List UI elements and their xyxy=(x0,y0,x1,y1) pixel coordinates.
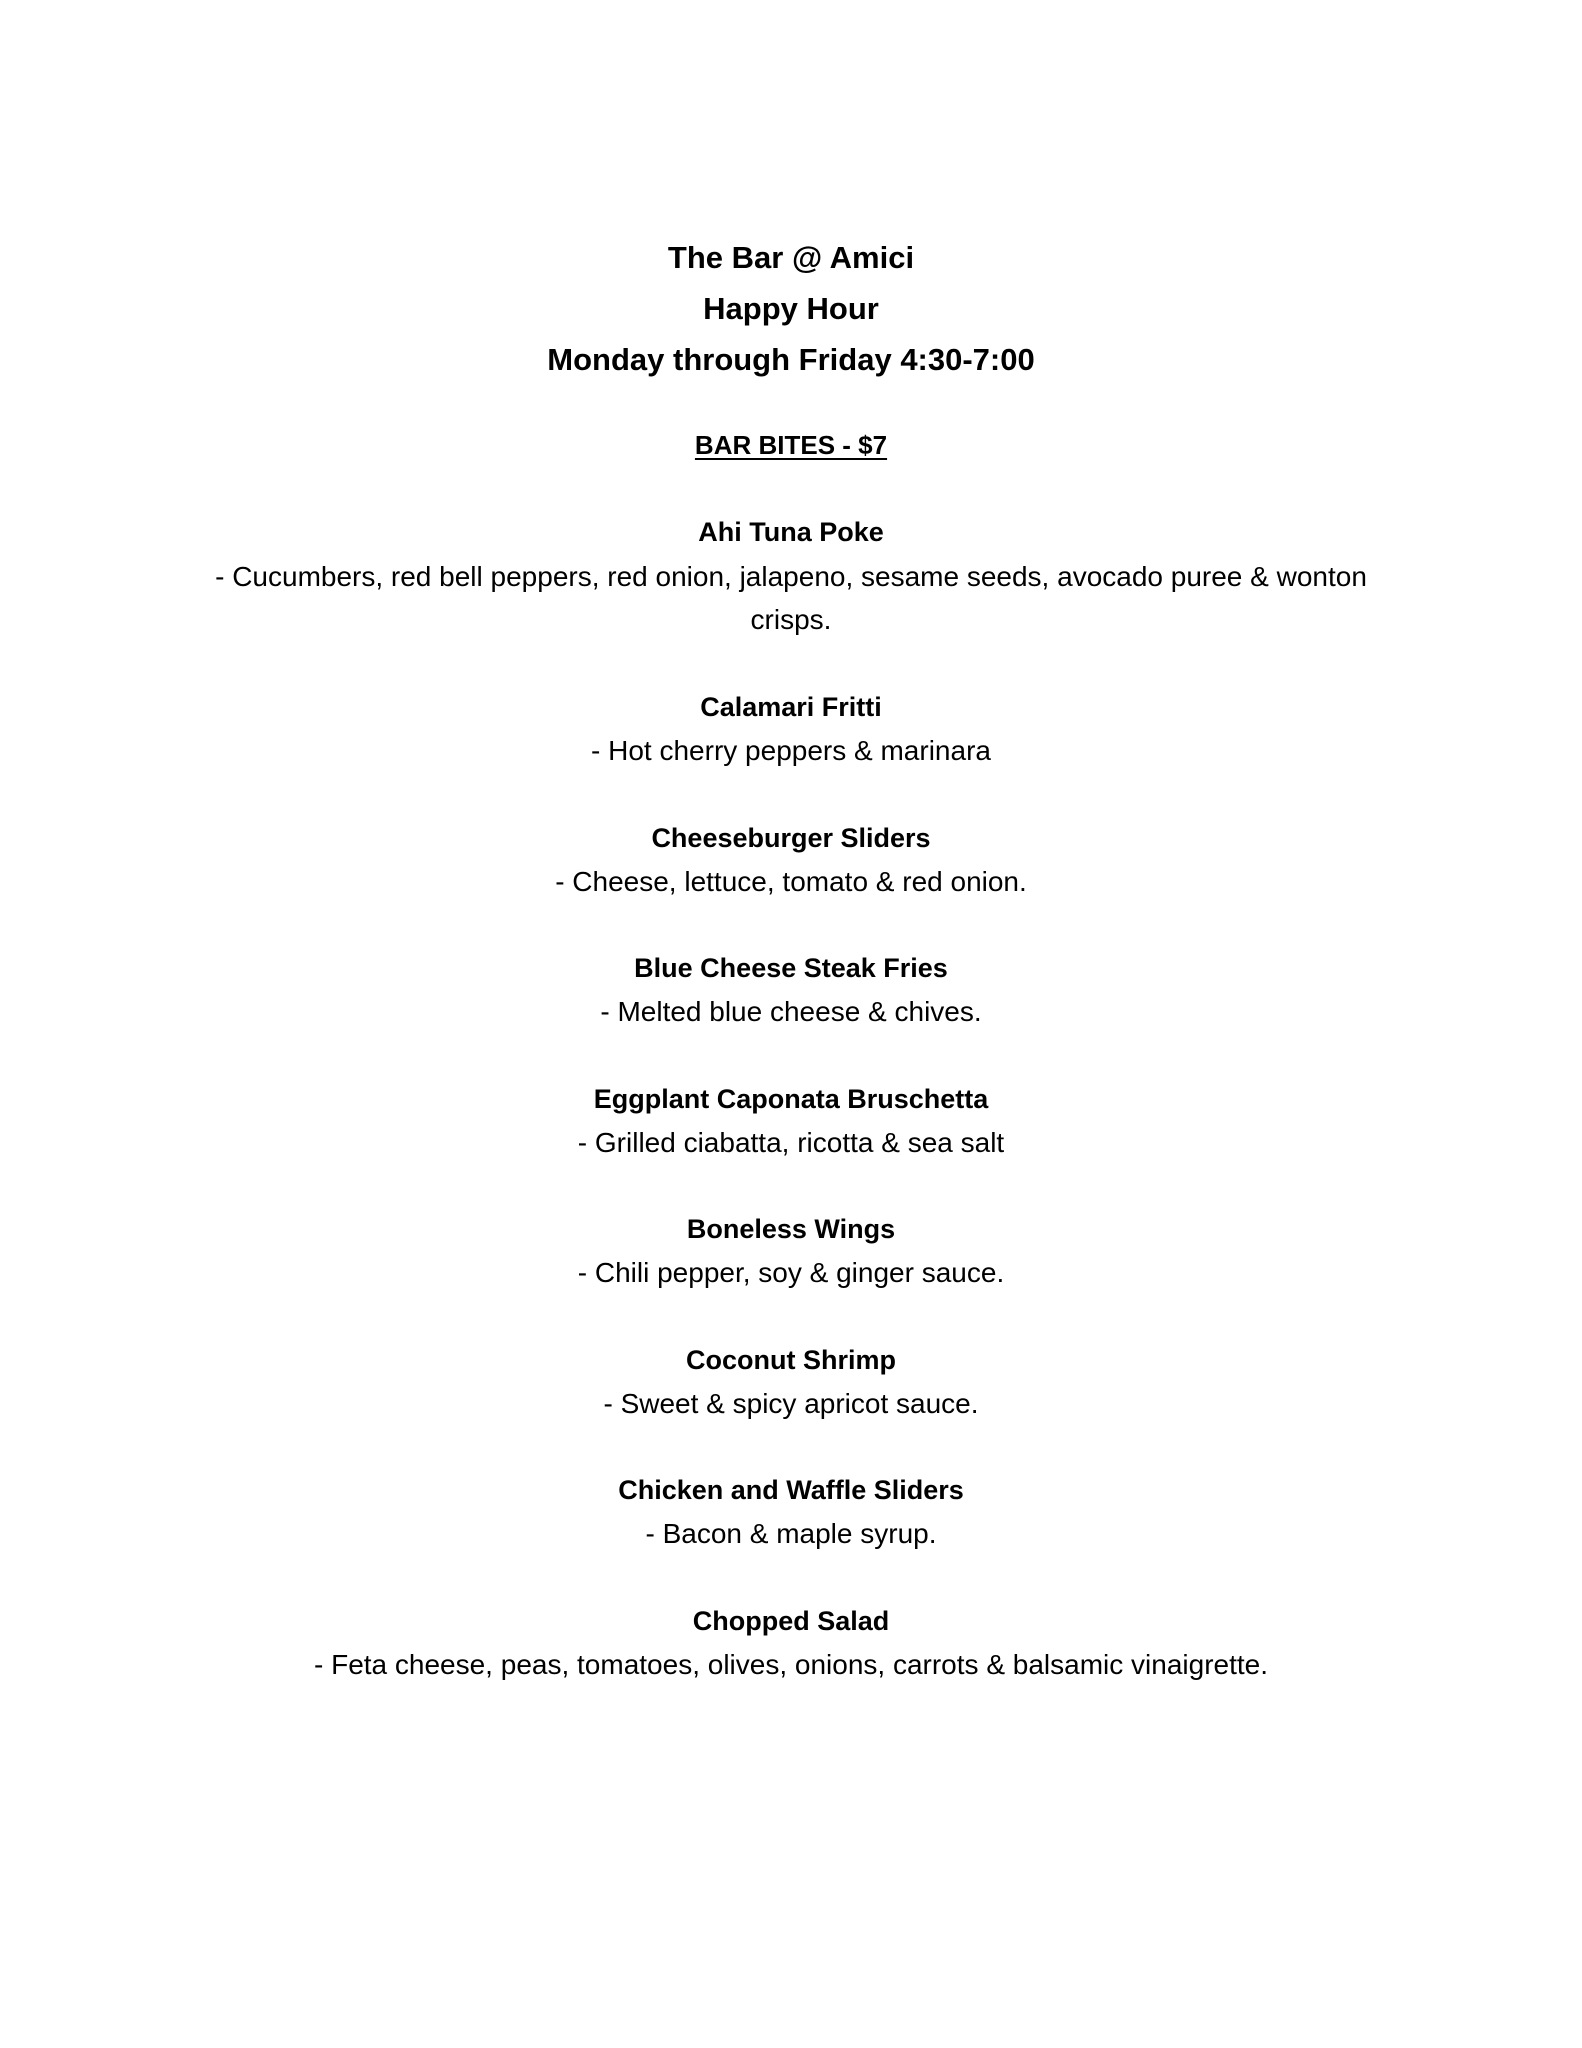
menu-item-description: - Hot cherry peppers & marinara xyxy=(591,735,991,766)
menu-item-description: - Cheese, lettuce, tomato & red onion. xyxy=(555,866,1027,897)
menu-item-name: Chopped Salad xyxy=(692,1606,890,1636)
menu-item-name: Blue Cheese Steak Fries xyxy=(634,953,948,983)
menu-item-name: Chicken and Waffle Sliders xyxy=(618,1475,964,1505)
menu-item-description: - Chili pepper, soy & ginger sauce. xyxy=(577,1257,1005,1288)
section-heading: BAR BITES - $7 xyxy=(694,430,888,460)
menu-item-description: - Melted blue cheese & chives. xyxy=(600,996,982,1027)
menu-item-description: - Sweet & spicy apricot sauce. xyxy=(603,1388,979,1419)
event-title: Happy Hour xyxy=(703,291,879,326)
menu-item-name: Calamari Fritti xyxy=(700,692,882,722)
menu-item-description: - Bacon & maple syrup. xyxy=(645,1518,937,1549)
menu-item-description: - Cucumbers, red bell peppers, red onion, jalapeno, sesame seeds, avocado puree & wonton crisps. xyxy=(215,561,1367,635)
schedule-title: Monday through Friday 4:30-7:00 xyxy=(547,342,1035,377)
menu-item-description: - Grilled ciabatta, ricotta & sea salt xyxy=(577,1127,1005,1158)
menu-item-name: Boneless Wings xyxy=(686,1214,896,1244)
venue-title: The Bar @ Amici xyxy=(667,240,915,275)
menu-item-name: Coconut Shrimp xyxy=(686,1345,896,1375)
menu-item-name: Eggplant Caponata Bruschetta xyxy=(593,1084,989,1114)
menu-item-description: - Feta cheese, peas, tomatoes, olives, onions, carrots & balsamic vinaigrette. xyxy=(313,1649,1268,1680)
menu-item-name: Ahi Tuna Poke xyxy=(698,517,884,547)
menu-item-name: Cheeseburger Sliders xyxy=(651,823,931,853)
